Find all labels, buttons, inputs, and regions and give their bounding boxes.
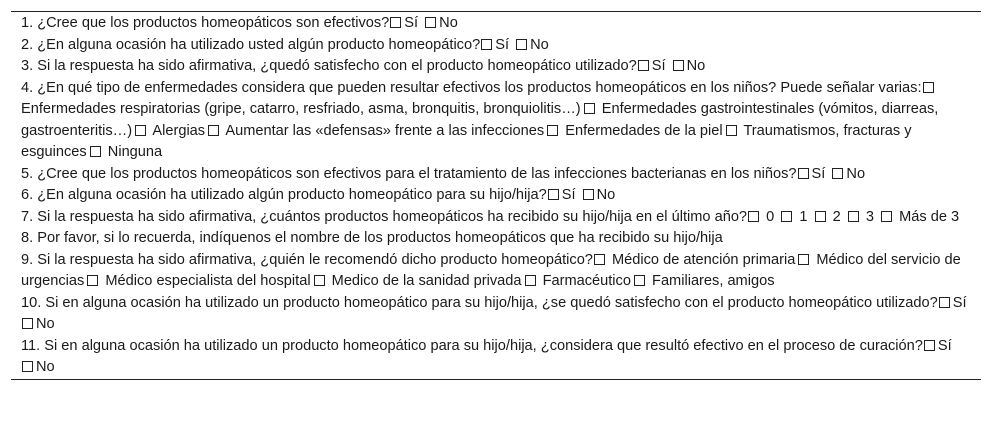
checkbox[interactable] — [638, 60, 649, 71]
question-text: 10. Si en alguna ocasión ha utilizado un producto homeopático para su hijo/hija, ¿se quedó satisfecho con el producto homeopático utilizado? — [21, 294, 938, 311]
checkbox[interactable] — [516, 39, 527, 50]
option-label: Familiares, amigos — [652, 273, 775, 289]
option-label: Alergias — [152, 122, 206, 139]
questionnaire-table — [11, 11, 981, 380]
question-10 — [11, 293, 981, 336]
checkbox[interactable] — [425, 17, 436, 28]
option-label: 3 — [865, 208, 874, 225]
checkbox[interactable] — [584, 103, 595, 114]
checkbox[interactable] — [798, 254, 809, 265]
question-6 — [11, 185, 981, 207]
checkbox[interactable] — [748, 211, 759, 222]
question-text: 4. ¿En qué tipo de enfermedades considera que pueden resultar efectivos los productos homeopáticos en los niños? Puede señalar varias: — [21, 79, 922, 96]
checkbox[interactable] — [22, 318, 33, 329]
question-text: 6. ¿En alguna ocasión ha utilizado algún producto homeopático para su hijo/hija? — [21, 187, 547, 203]
question-7 — [11, 207, 981, 229]
option-label: 1 — [799, 208, 808, 225]
checkbox[interactable] — [634, 275, 645, 286]
option-label: Enfermedades de la piel — [565, 122, 723, 139]
option-label: Aumentar las «defensas» frente a las infecciones — [225, 122, 545, 139]
checkbox[interactable] — [594, 254, 605, 265]
option-label: Traumatismos, fracturas y esguinces — [21, 122, 912, 160]
checkbox[interactable] — [781, 211, 792, 222]
checkbox[interactable] — [547, 125, 558, 136]
checkbox[interactable] — [939, 297, 950, 308]
checkbox[interactable] — [208, 125, 219, 136]
question-11 — [11, 336, 981, 379]
question-2 — [11, 35, 981, 57]
option-label: No — [846, 165, 866, 182]
question-text: 2. ¿En alguna ocasión ha utilizado usted algún producto homeopático? — [21, 36, 481, 53]
option-label: Enfermedades respiratorias (gripe, catarro, resfriado, asma, bronquitis, bronquiolitis…) — [21, 101, 581, 117]
option-label: Sí — [404, 15, 419, 31]
option-label: No — [439, 15, 458, 31]
option-label: Médico de atención primaria — [611, 251, 796, 268]
checkbox[interactable] — [583, 189, 594, 200]
option-label: Más de 3 — [899, 208, 960, 225]
option-label: Sí — [937, 337, 952, 354]
option-label: Medico de la sanidad privada — [331, 273, 522, 289]
checkbox[interactable] — [673, 60, 684, 71]
option-label: Enfermedades gastrointestinales (vómitos, diarreas, gastroenteritis…) — [21, 101, 939, 139]
option-label: Farmacéutico — [542, 273, 631, 289]
checkbox[interactable] — [314, 275, 325, 286]
question-3 — [11, 56, 981, 78]
option-label: No — [686, 58, 706, 74]
option-label: Sí — [952, 294, 967, 311]
checkbox[interactable] — [135, 125, 146, 136]
question-9 — [11, 250, 981, 293]
option-label: Sí — [561, 187, 576, 203]
checkbox[interactable] — [525, 275, 536, 286]
question-5 — [11, 164, 981, 186]
option-label: No — [530, 36, 549, 53]
question-text: 11. Si en alguna ocasión ha utilizado un producto homeopático para su hijo/hija, ¿considera que resultó efectivo en el proceso de curación? — [21, 337, 923, 354]
checkbox[interactable] — [881, 211, 892, 222]
checkbox[interactable] — [923, 82, 934, 93]
checkbox[interactable] — [848, 211, 859, 222]
question-text: 7. Si la respuesta ha sido afirmativa, ¿cuántos productos homeopáticos ha recibido su hijo/hija en el último año? — [21, 208, 748, 225]
checkbox[interactable] — [87, 275, 98, 286]
option-label: No — [596, 187, 616, 203]
option-label: Ninguna — [107, 144, 163, 160]
checkbox[interactable] — [924, 340, 935, 351]
question-text: 3. Si la respuesta ha sido afirmativa, ¿quedó satisfecho con el producto homeopático utilizado? — [21, 58, 637, 74]
checkbox[interactable] — [22, 361, 33, 372]
option-label: Sí — [811, 165, 826, 182]
question-text: 1. ¿Cree que los productos homeopáticos son efectivos? — [21, 15, 390, 31]
checkbox[interactable] — [726, 125, 737, 136]
option-label: Médico del servicio de urgencias — [21, 251, 961, 289]
question-4 — [11, 78, 981, 164]
option-label: Sí — [651, 58, 666, 74]
checkbox[interactable] — [481, 39, 492, 50]
question-1 — [11, 13, 981, 35]
checkbox[interactable] — [815, 211, 826, 222]
checkbox[interactable] — [832, 168, 843, 179]
option-label: No — [36, 316, 55, 332]
checkbox[interactable] — [390, 17, 401, 28]
option-label: 0 — [766, 208, 775, 225]
option-label: No — [36, 359, 55, 375]
checkbox[interactable] — [90, 146, 101, 157]
option-label: Sí — [495, 36, 510, 53]
question-text: 9. Si la respuesta ha sido afirmativa, ¿quién le recomendó dicho producto homeopático? — [21, 251, 593, 268]
checkbox[interactable] — [548, 189, 559, 200]
option-label: 2 — [832, 208, 841, 225]
question-8 — [11, 228, 981, 250]
checkbox[interactable] — [798, 168, 809, 179]
question-text: 5. ¿Cree que los productos homeopáticos son efectivos para el tratamiento de las infecciones bacterianas en los niños? — [21, 165, 797, 182]
option-label: Médico especialista del hospital — [105, 273, 311, 289]
question-text: 8. Por favor, si lo recuerda, indíquenos el nombre de los productos homeopáticos que ha recibido su hijo/hija — [21, 230, 723, 246]
